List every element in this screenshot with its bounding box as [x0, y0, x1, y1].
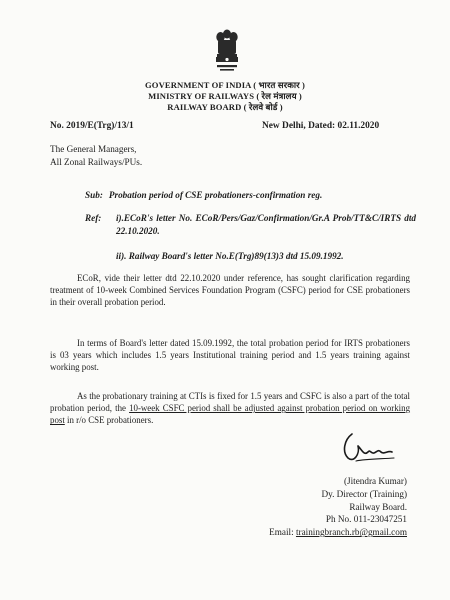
- signatory-phone: Ph No. 011-23047251: [325, 514, 407, 525]
- signatory-name: (Jitendra Kumar): [343, 476, 407, 486]
- email-label: Email:: [269, 527, 296, 538]
- header-ministry: MINISTRY OF RAILWAYS ( रेल मंत्रालय ): [148, 91, 302, 101]
- reference-item-1: i).ECoR's letter No. ECoR/Pers/Gaz/Confirmation/Gr.A Prob/TT&C/IRTS dtd 22.10.2020.: [116, 213, 416, 236]
- signature-icon: [336, 428, 398, 468]
- signatory-email-line: [269, 526, 407, 539]
- subject-line: [85, 190, 322, 200]
- signature-block: [269, 475, 407, 539]
- header-board: RAILWAY BOARD ( रेलवे बोर्ड ): [167, 102, 283, 112]
- header-government: GOVERNMENT OF INDIA ( भारत सरकार ): [145, 80, 305, 90]
- paragraph-3-underlined: 10-week CSFC period shall be adjusted against probation period on working post: [50, 403, 411, 426]
- addressee-line-1: The General Managers,: [50, 144, 137, 154]
- reference-item-2: ii). Railway Board's letter No.E(Trg)89(13)3 dtd 15.09.1992.: [116, 251, 344, 261]
- national-emblem-icon: [214, 28, 240, 74]
- paragraph-3-part-2: in r/o CSE probationers.: [64, 415, 154, 426]
- body-paragraph-2: In terms of Board's letter dated 15.09.1992, the total probation period for IRTS probationers is 03 years which includes 1.5 years Institutional training period and 1.5 years training against working post.: [50, 338, 410, 373]
- body-paragraph-3: [50, 390, 410, 427]
- signatory-office: Railway Board.: [349, 501, 407, 512]
- paragraph-3-part-1: As the probationary training at CTIs is fixed for 1.5 years and CSFC is also a part of the total probation period, the: [50, 391, 410, 414]
- reference-label: Ref:: [85, 213, 102, 223]
- addressee-line-2: All Zonal Railways/PUs.: [50, 157, 143, 167]
- body-paragraph-1: ECoR, vide their letter dtd 22.10.2020 under reference, has sought clarification regarding treatment of 10-week Combined Services Foundation Program (CSFC) period for CSE probationers in their overall probation period.: [50, 273, 410, 308]
- subject-label: Sub:: [85, 190, 103, 200]
- subject-text: Probation period of CSE probationers-confirmation reg.: [108, 190, 323, 200]
- signatory-designation: Dy. Director (Training): [321, 488, 407, 499]
- letter-date: New Delhi, Dated: 02.11.2020: [262, 121, 380, 131]
- email-link[interactable]: trainingbranch.rb@gmail.com: [295, 527, 407, 538]
- letter-reference-number: No. 2019/E(Trg)/13/1: [50, 121, 134, 131]
